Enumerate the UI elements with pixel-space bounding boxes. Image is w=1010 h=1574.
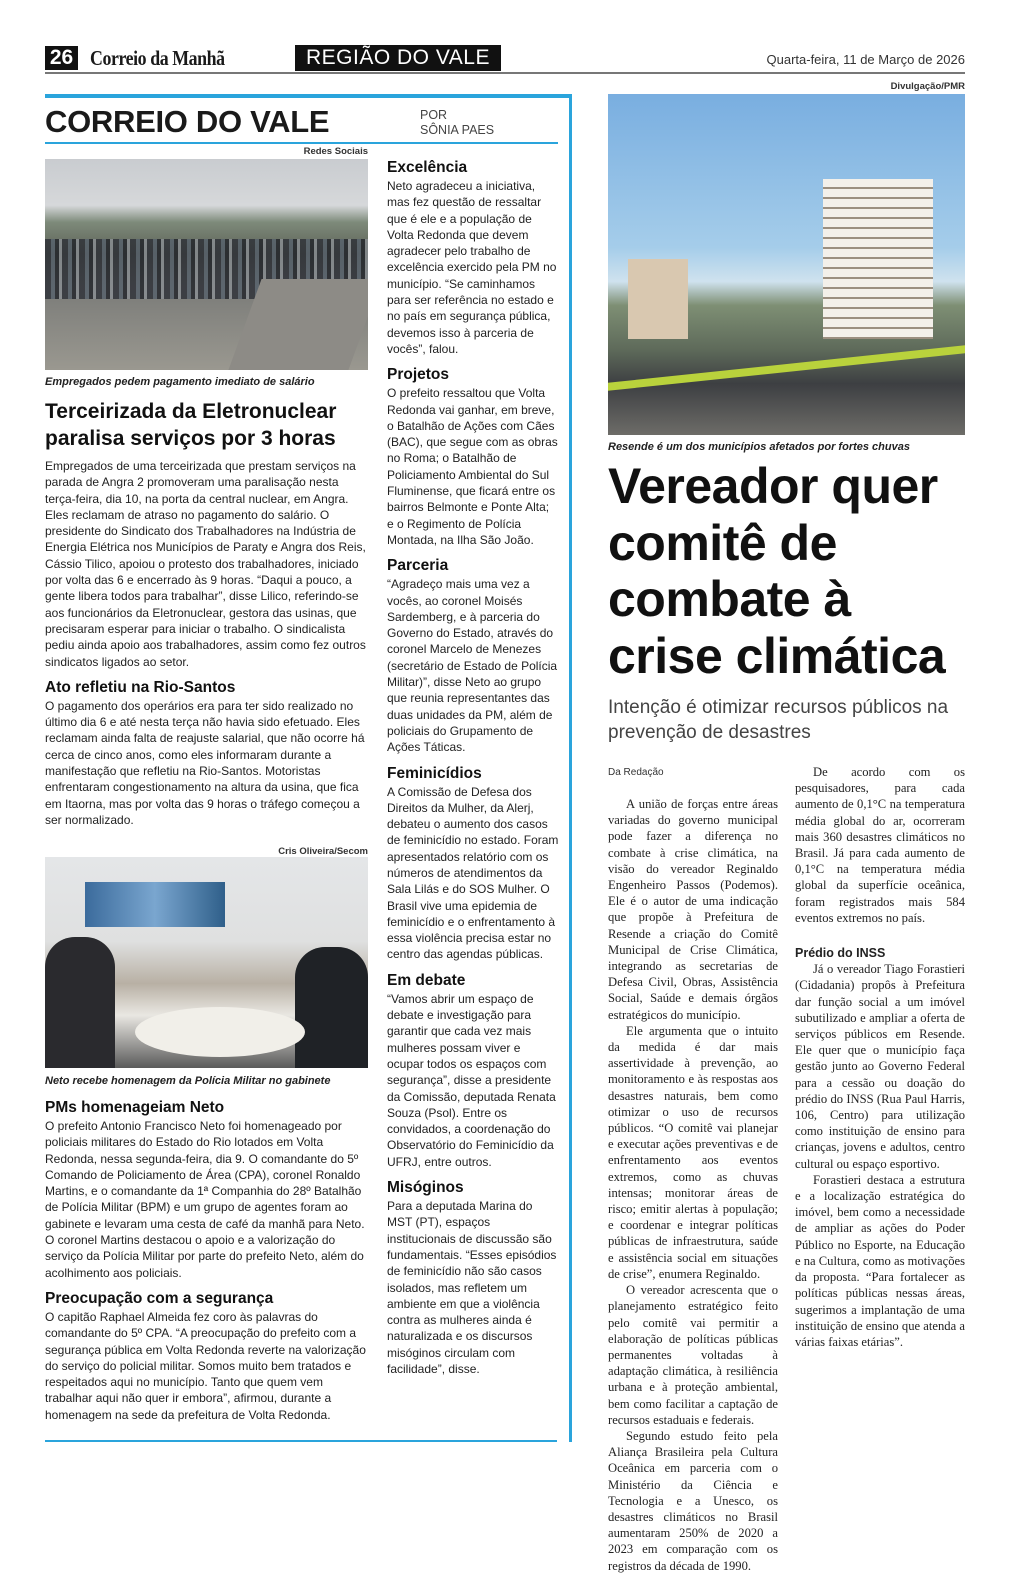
photo-caption: Empregados pedem pagamento imediato de salário: [45, 376, 315, 388]
pms-story: [45, 1092, 371, 1423]
subhead-seguranca: Preocupação com a segurança: [45, 1289, 274, 1307]
byline-author: SÔNIA PAES: [420, 123, 495, 137]
page-number: 26: [45, 46, 78, 70]
article-headline: [608, 458, 978, 684]
article-subhead: Prédio do INSS: [795, 946, 886, 961]
side-notes: [387, 150, 559, 1377]
protest-photo: [45, 159, 368, 370]
note-title: Parceria: [387, 557, 449, 575]
note-body: Neto agradeceu a iniciativa, mas fez questão de ressaltar que é ele e a população de Volta Redonda que devem agradecer pelo trabalho de excelência exercido pela PM no município. “Se caminhamos para ser referência no estado e no país em segurança pública, devemos isso à parceria de vocês”, falou.: [387, 179, 557, 356]
lead-story: [45, 398, 371, 828]
article-column-1: [608, 796, 778, 1574]
ato-body: O pagamento dos operários era para ter sido realizado no último dia 6 e até nesta terça não havia sido efetuado. Eles reclamam ainda falta de reajuste salarial, que não ocorre há cerca de cinco anos, como eles informaram durante a manifestação que refletiu na Rio-Santos. Motoristas enfrentaram congestionamento na altura da usina, que fica em Itaorna, mas por volta das 9 horas o tráfego começou a ser normalizado.: [45, 698, 365, 827]
article-paragraph: Segundo estudo feito pela Aliança Brasileira pela Cultura Oceânica em parceria com o Ministério da Ciência e Tecnologia e a Unesco, os desastres climáticos no Brasil aumentaram 250% de 2020 a 2023 em comparação com os registros da década de 1990.: [608, 1428, 778, 1573]
note-title: Misóginos: [387, 1179, 464, 1197]
note-title: Excelência: [387, 159, 468, 176]
note-body: O prefeito ressaltou que Volta Redonda vai ganhar, em breve, o Batalhão de Ações com Cães (BAC), que segue com as obras no Roma; o Batalhão de Policiamento Ambiental do Sul Fluminense, que ficará entre os bairros Belmonte e Ponte Alta; e o Regimento de Polícia Montada, na Ilha São João.: [387, 386, 558, 547]
article-paragraph: Ele argumenta que o intuito da medida é dar mais assertividade à prevenção, ao monitoramento e às respostas aos desastres naturais, bem como otimizar o uso de recursos públicos. “O comitê vai planejar e executar ações preventivas e de enfrentamento aos eventos extremos, como as chuvas intensas; monitorar áreas de risco; emitir alertas à população; e coordenar e integrar políticas públicas de infraestrutura, saúde e assistência social em situações de crise”, enumera Reginaldo.: [608, 1023, 778, 1281]
headline-line: comitê de: [608, 514, 837, 571]
subhead-ato: Ato refletiu na Rio-Santos: [45, 678, 236, 696]
city-street-photo: [608, 94, 965, 435]
photo-caption: Neto recebe homenagem da Polícia Militar no gabinete: [45, 1075, 331, 1087]
photo-credit: Divulgação/PMR: [890, 81, 965, 92]
column-title: CORREIO DO VALE: [45, 104, 330, 139]
section-label: REGIÃO DO VALE: [295, 45, 501, 71]
column-title-rule: [45, 142, 558, 144]
photo-credit: Cris Oliveira/Secom: [278, 846, 368, 857]
photo-credit: Redes Sociais: [303, 146, 368, 157]
article-paragraph: De acordo com os pesquisadores, para cada aumento de 0,1°C na temperatura média global do ar, ocorreram mais 360 desastres climáticos no Brasil. Já para cada aumento de 0,1°C na temperatura média global da superfície oceânica, foram registrados mais 584 eventos extremos no país.: [795, 765, 965, 925]
headline-line: Vereador quer: [608, 458, 938, 514]
article-paragraph: O vereador acrescenta que o planejamento estratégico feito pelo comitê vai permitir a elaboração de políticas públicas permanentes voltadas à adaptação climática, à resiliência urbana e à proteção ambiental, bem como facilitar a captação de recursos estaduais e federais.: [608, 1283, 778, 1427]
column-byline: [420, 108, 494, 138]
byline-by: POR: [420, 108, 448, 122]
subhead-pms: PMs homenageiam Neto: [45, 1099, 225, 1116]
article-paragraph: Já o vereador Tiago Forastieri (Cidadania) propôs à Prefeitura dar função social a um imóvel subutilizado e ampliar a oferta de serviços públicos em Resende. Ele quer que o município faça gestão junto ao Governo Federal para a cessão ou doação do prédio do INSS (Rua Paul Harris, 106, Centro) para utilização como instituição de ensino para crianças, jovens e adultos, centro cultural ou espaço esportivo.: [795, 962, 965, 1171]
meeting-photo: [45, 857, 368, 1068]
newspaper-logo: Correio da Manhã: [90, 46, 225, 70]
headline-line: combate à: [608, 571, 851, 627]
photo-caption: Resende é um dos municípios afetados por fortes chuvas: [608, 441, 910, 453]
seguranca-body: O capitão Raphael Almeida fez coro às palavras do comandante do 5º CPA. “A preocupação do prefeito com a segurança pública em Volta Redonda reverte na valorização do serviço do policial militar. Somos muito bem tratados e respeitados aqui no município. Tanto que quem vem trabalhar aqui não quer ir embora”, afirmou, durante a homenagem na sede da prefeitura de Volta Redonda.: [45, 1309, 366, 1422]
article-paragraph: A união de forças entre áreas variadas do governo municipal pode fazer a diferença no combate à crise climática, na visão do vereador Reginaldo Engenheiro Passos (Podemos). Ele é o autor de uma indicação que propõe à Prefeitura de Resende a criação do Comitê Municipal de Crise Climática, integrando as secretarias de Defesa Civil, Obras, Assistência Social, Saúde e demais órgãos estratégicos do município.: [608, 797, 778, 1022]
note-body: A Comissão de Defesa dos Direitos da Mulher, da Alerj, debateu o aumento dos casos de feminicídio no estado. Foram apresentados relatório com os números de atendimentos da Sala Lilás e do SOS Mulher. O Brasil vive uma epidemia de feminicídio e o enfrentamento à essa violência precisa estar no centro das agendas públicas.: [387, 784, 559, 962]
note-body: Para a deputada Marina do MST (PT), espaços institucionais de discussão são fundamentais. “Esses episódios de feminicídio não são casos isolados, mas refletem um ambiente em que a violência contra as mulheres ainda é naturalizada e os discursos misóginos circulam com facilidade”, disse.: [387, 1199, 557, 1376]
issue-date: Quarta-feira, 11 de Março de 2026: [766, 52, 965, 67]
column-box-bottom-border: [45, 1440, 557, 1442]
column-box-right-border: [569, 94, 572, 1442]
column-box-top-border: [45, 94, 572, 98]
header-rule: [45, 72, 965, 74]
article-column-2: [795, 764, 965, 1350]
note-body: “Agradeço mais uma vez a vocês, ao coronel Moisés Sardemberg, e à parceria do Governo do Estado, através do coronel Marcelo de Menezes (secretário de Estado de Polícia Militar)”, disse Neto ao grupo que reunia representantes das duas unidades da PM, além de policiais do Grupamento de Ações Táticas.: [387, 577, 558, 755]
note-title: Projetos: [387, 366, 450, 384]
article-byline: Da Redação: [608, 767, 664, 778]
note-body: “Vamos abrir um espaço de debate e investigação para garantir que cada vez mais mulheres possam viver e ocupar todos os espaços com segurança”, disse a presidente da Comissão, deputada Renata Souza (Psol). Entre os convidados, a coordenação do Observatório do Feminicídio da UFRJ, entre outros.: [387, 991, 556, 1169]
pms-body: O prefeito Antonio Francisco Neto foi homenageado por policiais militares do Estado do Rio lotados em Volta Redonda, nessa segunda-feira, dia 9. O comandante do 5º Comando de Policiamento de Área (CPA), coronel Ronaldo Martins, e o comandante da 1ª Companhia do 28º Batalhão de Polícia Militar (BPM) e um grupo de agentes foram ao gabinete e levaram uma cesta de café da manhã para Neto. O coronel Martins destacou o apoio e a valorização do serviço da Polícia Militar por parte do prefeito Neto, além do acolhimento aos policiais.: [45, 1119, 365, 1280]
headline-line: crise climática: [608, 627, 946, 684]
note-title: Feminicídios: [387, 764, 482, 782]
article-deck: Intenção é otimizar recursos públicos na prevenção de desastres: [608, 697, 949, 743]
note-title: Em debate: [387, 971, 466, 989]
lead-body: Empregados de uma terceirizada que prestam serviços na parada de Angra 2 promoveram uma paralisação nesta terça-feira, dia 10, na porta da central nuclear, em Angra. Eles reclamam de atraso no pagamento do salário. O presidente do Sindicato dos Trabalhadores na Indústria de Energia Elétrica nos Municípios de Paraty e Angra dos Reis, Cássio Tilico, apoiou o protesto dos trabalhadores, iniciado por volta das 6 e encerrado às 9 horas. “Daqui a pouco, a gente libera todos para trabalhar”, disse Lilico, referindo-se aos funcionários da Eletronuclear, gestora das usinas, que precisaram esperar para iniciar o trabalho. O sindicalista pediu ainda apoio aos trabalhadores, assim como fez outros sindicatos ligados ao setor.: [45, 459, 366, 669]
lead-headline: Terceirizada da Eletronuclear paralisa serviços por 3 horas: [45, 400, 337, 450]
article-paragraph: Forastieri destaca a estrutura e a localização estratégica do imóvel, bem como a necessidade de ampliar as ações do Poder Público no Esporte, na Educação e na Cultura, como as motivações da proposta. “Para fortalecer as políticas públicas nessas áreas, sugerimos a implantação de uma instituição de ensino que atenda a várias faixas etárias”.: [795, 1172, 965, 1349]
